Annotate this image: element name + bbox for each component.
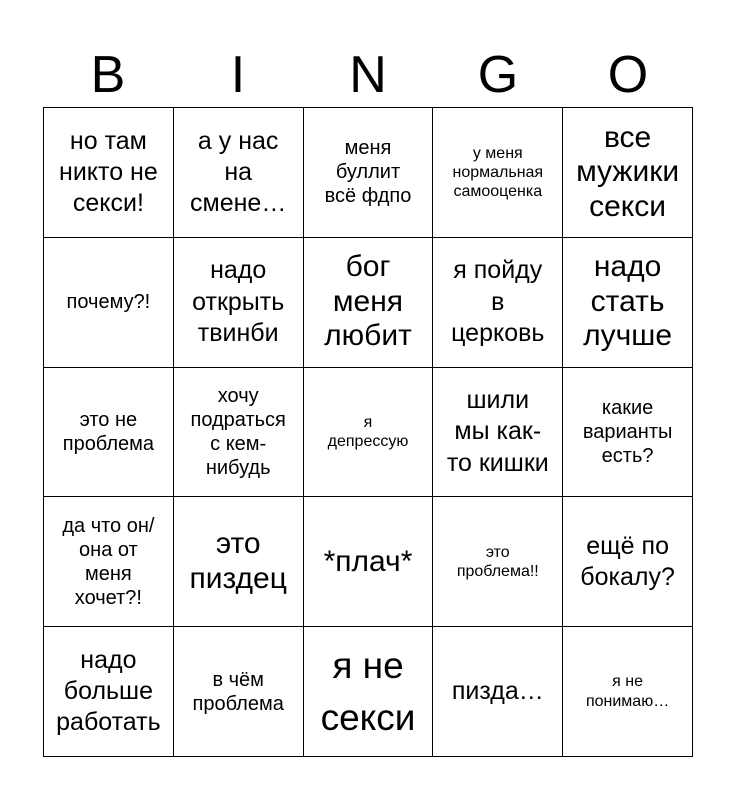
bingo-cell[interactable]: в чём проблема	[174, 627, 304, 757]
bingo-cell[interactable]: я депрессую	[304, 368, 434, 498]
header-letter-i: I	[230, 46, 246, 104]
header-letter-o: O	[607, 46, 649, 104]
bingo-cell[interactable]: я пойду в церковь	[433, 238, 563, 368]
bingo-cell[interactable]: да что он/ она от меня хочет?!	[44, 497, 174, 627]
bingo-cell[interactable]: все мужики секси	[563, 108, 693, 238]
bingo-cell[interactable]: бог меня любит	[304, 238, 434, 368]
bingo-cell[interactable]: хочу подраться с кем- нибудь	[174, 368, 304, 498]
bingo-cell[interactable]: это проблема!!	[433, 497, 563, 627]
bingo-grid	[43, 107, 693, 757]
bingo-cell[interactable]: пизда…	[433, 627, 563, 757]
header-letter-g: G	[477, 46, 519, 104]
bingo-cell[interactable]: у меня нормальная самооценка	[433, 108, 563, 238]
bingo-cell[interactable]: ещё по бокалу?	[563, 497, 693, 627]
bingo-cell[interactable]: надо открыть твинби	[174, 238, 304, 368]
bingo-cell[interactable]: это не проблема	[44, 368, 174, 498]
bingo-cell[interactable]: надо больше работать	[44, 627, 174, 757]
bingo-cell[interactable]: а у нас на смене…	[174, 108, 304, 238]
bingo-cell[interactable]: это пиздец	[174, 497, 304, 627]
bingo-cell[interactable]: какие варианты есть?	[563, 368, 693, 498]
bingo-cell[interactable]: но там никто не секси!	[44, 108, 174, 238]
bingo-cell[interactable]: я не понимаю…	[563, 627, 693, 757]
header-letter-b: B	[90, 46, 126, 104]
bingo-cell[interactable]: *плач*	[304, 497, 434, 627]
bingo-cell[interactable]: меня буллит всё фдпо	[304, 108, 434, 238]
bingo-header	[43, 42, 693, 108]
header-letter-n: N	[349, 46, 387, 104]
bingo-cell[interactable]: почему?!	[44, 238, 174, 368]
bingo-cell[interactable]: я не секси	[304, 627, 434, 757]
bingo-cell[interactable]: шили мы как- то кишки	[433, 368, 563, 498]
bingo-cell[interactable]: надо стать лучше	[563, 238, 693, 368]
